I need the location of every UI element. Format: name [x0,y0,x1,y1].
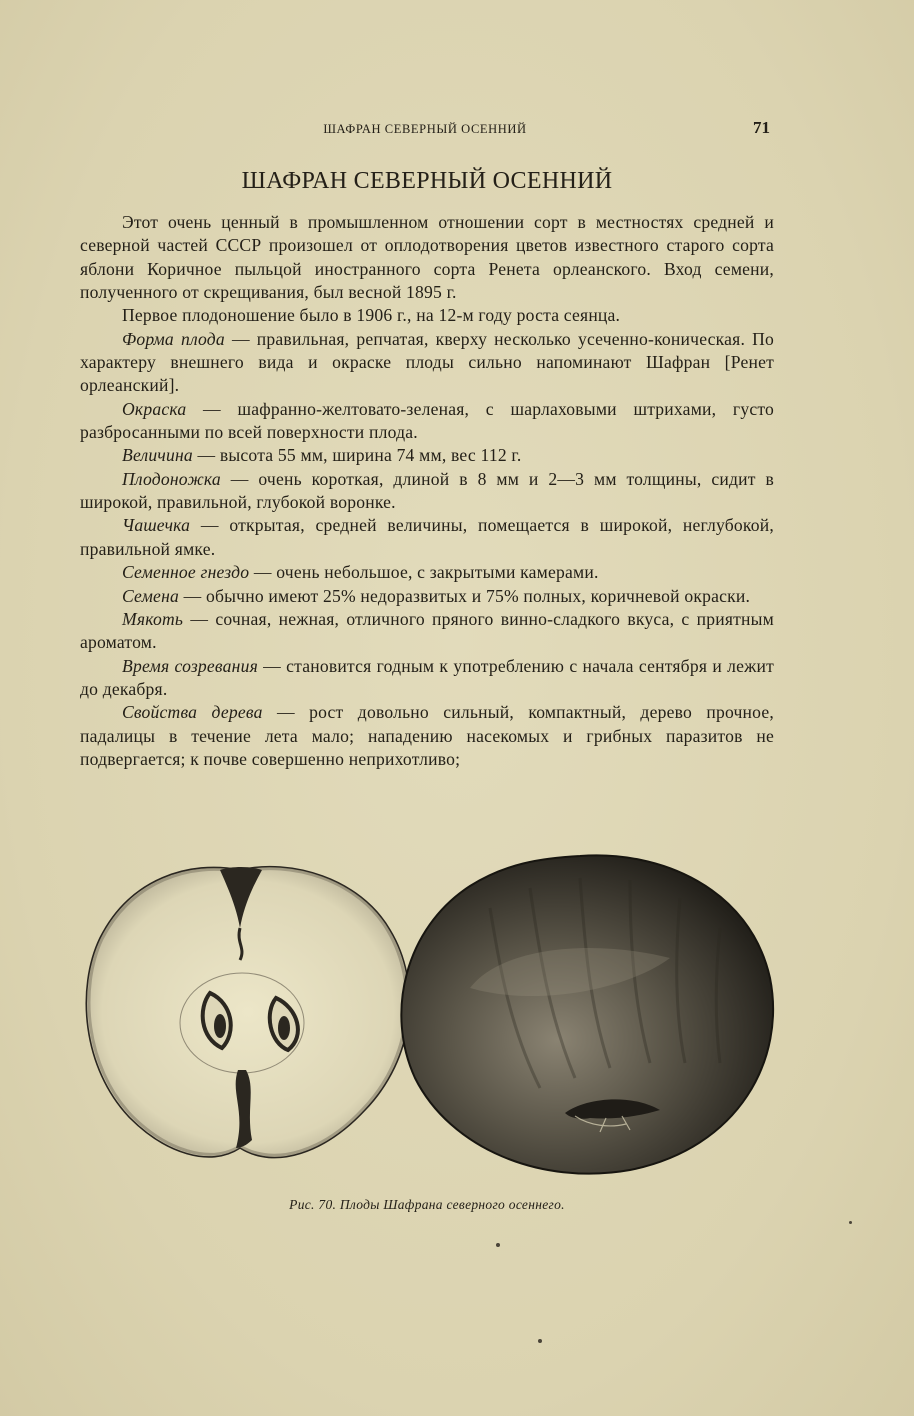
paragraph-first-fruiting [80,304,774,327]
term-label: Чашечка [122,515,191,536]
term-label: Семена [122,585,179,606]
term-label: Величина [122,445,193,466]
apple-half-cross-section [86,867,409,1158]
apple-drawing [70,848,780,1178]
paragraph-stem [80,468,774,515]
paragraph-fruit-shape [80,328,774,398]
paragraph-text: Этот очень ценный в промышленном отношении сорт в местностях средней и северной частей СССР произошел от оплодотворения цветов известного старого сорта яблони Коричное пыльцой иностранного сорта Ренета орлеанского. Вход семени, полученного от скрещивания, был весной 1895 г. [80,212,774,303]
term-label: Семенное гнездо [122,562,250,583]
paragraph-origin [80,211,774,304]
paragraph-text: — сочная, нежная, отличного пряного винно-сладкого вкуса, с приятным ароматом. [80,608,774,653]
seed-left-kernel [214,1014,226,1038]
term-label: Плодоножка [122,468,221,489]
paragraph-flesh [80,608,774,655]
paragraph-text: — шафранно-желтовато-зеленая, с шарлаховыми штрихами, густо разбросанными по всей поверхности плода. [80,398,774,443]
article-body [80,211,774,771]
term-label: Свойства дерева [122,702,263,723]
term-label: Форма плода [122,328,225,349]
paragraph-text: — правильная, репчатая, кверху несколько усеченно-коническая. По характеру внешнего вида и окраске плоды сильно напоминают Шафран [Ренет орлеанский]. [80,328,775,396]
paragraph-text: — открытая, средней величины, помещается в широкой, неглубокой, правильной ямке. [80,515,774,559]
paragraph-color [80,398,774,445]
figure-apple-illustration [70,848,780,1178]
print-speck [496,1243,500,1247]
paragraph-text: — становится годным к употреблению с начала сентября и лежит до декабря. [80,655,774,699]
page-number: 71 [753,118,770,137]
paragraph-ripening [80,655,774,702]
seed-right-kernel [278,1016,290,1040]
paragraph-text: — очень небольшое, с закрытыми камерами. [249,562,599,583]
term-label: Время созревания [122,655,258,676]
term-label: Мякоть [122,608,184,629]
paragraph-tree-properties [80,701,774,771]
print-speck [849,1221,852,1224]
paragraph-text: — очень короткая, длиной в 8 мм и 2—3 мм толщины, сидит в широкой, правильной, глубокой воронке. [80,468,774,513]
paragraph-text: — обычно имеют 25% недоразвитых и 75% полных, коричневой окраски. [179,585,751,606]
print-speck [538,1339,542,1343]
term-label: Окраска [122,398,187,419]
figure-caption: Рис. 70. Плоды Шафрана северного осеннего. [289,1197,565,1212]
page-title: ШАФРАН СЕВЕРНЫЙ ОСЕННИЙ [241,168,613,194]
running-head [80,118,770,142]
paragraph-text: — рост довольно сильный, компактный, дерево прочное, падалицы в течение лета мало; нападению насекомых и грибных паразитов не подвергается; к почве совершенно неприхотливо; [80,702,774,769]
paragraph-text: Первое плодоношение было в 1906 г., на 12-м году роста сеянца. [122,305,621,326]
running-title: ШАФРАН СЕВЕРНЫЙ ОСЕННИЙ [323,122,527,136]
paragraph-size [80,444,774,467]
paragraph-calyx [80,514,774,561]
paragraph-text: — высота 55 мм, ширина 74 мм, вес 112 г. [192,445,522,466]
paragraph-seed-cavity [80,561,774,584]
apple-whole [401,855,773,1173]
paragraph-seeds [80,585,774,608]
